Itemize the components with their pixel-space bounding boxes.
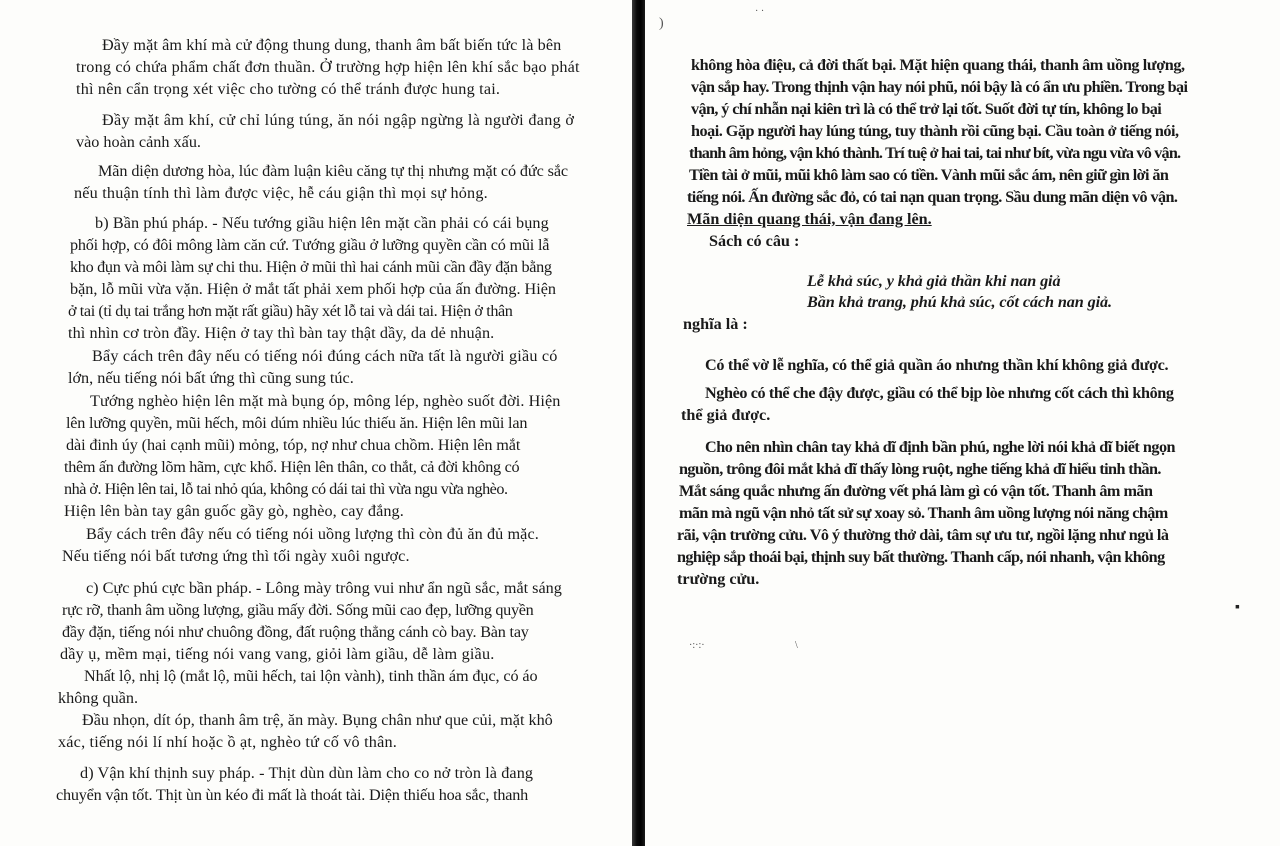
text-line: b) Bần phú pháp. - Nếu tướng giầu hiện lên mặt cần phải có cái bụng [95,214,549,232]
text-line: vận, ý chí nhẫn nại kiên trì là có thể trở lại tốt. Suốt đời tự tín, không lo bại [691,100,1162,118]
text-line: rãi, vận trường cửu. Vô ý thường thở dài, tâm sự ưu tư, ngồi lặng như ngủ là [677,526,1169,544]
text-line: trường cửu. [677,570,760,588]
text-line: thì nhìn cơ tròn đầy. Hiện ở tay thì bàn tay thật dầy, da dẻ nhuận. [68,324,495,342]
text-line: Bẩy cách trên đây nếu có tiếng nói uồng lượng thì còn đủ ăn đủ mặc. [86,525,539,543]
text-line: lên lưỡng quyền, mũi hếch, môi dúm nhiều lúc thiếu ăn. Hiện lên mũi lan [66,414,528,432]
text-line: xác, tiếng nói lí nhí hoặc ồ ạt, nghèo tứ cố vô thân. [58,733,397,751]
text-line: vào hoàn cảnh xấu. [76,133,201,151]
text-line: Đầy mặt âm khí mà cử động thung dung, thanh âm bất biến tức là bên [102,36,562,54]
text-line: rực rỡ, thanh âm uồng lượng, giầu mấy đời. Sống mũi cao đẹp, lưỡng quyền [62,601,534,619]
text-line: dầy ụ, mềm mại, tiếng nói vang vang, giỏi làm giầu, dễ làm giầu. [60,645,495,663]
text-line: c) Cực phú cực bần pháp. - Lông mày trông vui như ẩn ngũ sắc, mắt sáng [86,579,562,597]
text-line: dài đinh úy (hai cạnh mũi) mỏng, tóp, nợ như chua chồm. Hiện lên mắt [66,436,521,454]
scan-speck: ·:·:· [689,640,705,651]
scan-speck: · · [755,6,765,17]
text-line: Có thể vờ lễ nghĩa, có thể giả quần áo nhưng thần khí không giả được. [705,356,1169,374]
scan-speck: ▪ [1235,600,1240,615]
text-line: phối hợp, có đôi mông làm căn cứ. Tướng giầu ở lưỡng quyền cần có mũi lẫ [70,236,550,254]
text-line: Nhất lộ, nhị lộ (mắt lộ, mũi hếch, tai lộn vành), tinh thần ám đục, có áo [84,667,538,685]
text-line: chuyển vận tốt. Thịt ùn ùn kéo đi mất là thoát tài. Diện thiếu hoa sắc, thanh [56,786,529,804]
text-line: hoại. Gặp người hay lúng túng, tuy thành rồi cũng bại. Cầu toàn ở tiếng nói, [691,122,1179,140]
text-line: không quần. [58,689,139,707]
text-line: nguồn, trông đôi mắt khả dĩ thấy lòng ruột, nghe tiếng khả dĩ hiểu tinh thần. [679,460,1161,478]
text-line: vận sắp hay. Trong thịnh vận hay nói phũ, nói bậy là có ẩn ưu phiền. Trong bại [691,78,1188,96]
text-line: thể giả được. [681,406,771,424]
text-line: nhà ở. Hiện lên tai, lỗ tai nhỏ qúa, không có dái tai thì vừa ngu vừa nghèo. [64,480,508,498]
text-line: Tiền tài ở mũi, mũi khô làm sao có tiền. Vành mũi sắc ám, nên giữ gìn lời ăn [689,166,1169,184]
text-line: Mắt sáng quắc nhưng ấn đường vết phá làm gì có vận tốt. Thanh âm mãn [679,482,1153,500]
text-line: thêm ấn đường lõm hãm, cực khổ. Hiện lên thân, co thắt, cả đời không có [64,458,520,476]
right-page [645,0,1280,846]
text-line: thì nên cẩn trọng xét việc cho tường có thể tránh được hung tai. [76,80,501,98]
text-line: Đầu nhọn, dít óp, thanh âm trệ, ăn mày. Bụng chân như que củi, mặt khô [82,711,553,729]
quote-line: Lễ khả súc, y khả giả thần khi nan giả [807,272,1061,290]
quote-line: Bần khả trang, phú khả súc, cốt cách nan giả. [807,293,1112,311]
text-line: trong có chứa phẩm chất đơn thuần. Ở trường hợp hiện lên khí sắc bạo phát [76,58,580,76]
text-line: Mãn diện quang thái, vận đang lên. [687,210,932,228]
text-line: d) Vận khí thịnh suy pháp. - Thịt dùn dùn làm cho co nở tròn là đang [80,764,534,782]
scan-speck: \ [795,640,798,651]
text-line: Đầy mặt âm khí, cử chỉ lúng túng, ăn nói ngập ngừng là người đang ở [102,111,575,129]
scan-speck: ) [659,16,664,31]
text-line: Sách có câu : [709,232,800,250]
text-line: tiếng nói. Ấn đường sắc đỏ, có tai nạn quan trọng. Sầu dung mãn diện vô vận. [687,188,1178,206]
text-line: Nếu tiếng nói bất tương ứng thì tối ngày xuôi ngược. [62,547,410,565]
text-line: ở tai (tỉ dụ tai trắng hơn mặt rất giầu) hãy xét lỗ tai và dái tai. Hiện ở thân [68,302,513,320]
text-line: bặn, lỗ mũi vừa vặn. Hiện ở mắt tất phải xem phối hợp của ấn đường. Hiện [70,280,557,298]
text-line: Nghèo có thể che đậy được, giầu có thể bịp lòe nhưng cốt cách thì không [705,384,1174,402]
text-line: Mãn diện dương hòa, lúc đàm luận kiêu căng tự thị nhưng mặt có đức sắc [98,162,569,180]
text-line: nếu thuận tính thì làm được việc, hễ cáu giận thì mọi sự hỏng. [74,184,488,202]
text-line: kho đụn và môi làm sự chi thu. Hiện ở mũi thì hai cánh mũi cần đầy đặn bằng [70,258,552,276]
text-line: thanh âm hỏng, vận khó thành. Trí tuệ ở hai tai, tai như bít, vừa ngu vừa vô vận. [689,144,1181,162]
text-line: lớn, nếu tiếng nói bất ứng thì cũng sung túc. [68,369,354,387]
text-line: Cho nên nhìn chân tay khả dĩ định bần phú, nghe lời nói khả dĩ biết ngọn [705,438,1176,456]
text-line: Bẩy cách trên đây nếu có tiếng nói đúng cách nữa tất là người giầu có [92,347,558,365]
text-line: nghĩa là : [683,315,748,333]
text-line: đầy đặn, tiếng nói như chuông đồng, đất ruộng thẳng cánh cò bay. Bàn tay [62,623,529,641]
text-line: không hòa điệu, cả đời thất bại. Mặt hiện quang thái, thanh âm uồng lượng, [691,56,1185,74]
text-line: nghiệp sắp thoái bại, thịnh suy bất thường. Thanh cấp, nói nhanh, vận không [677,548,1165,566]
text-line: Tướng nghèo hiện lên mặt mà bụng óp, mông lép, nghèo suốt đời. Hiện [90,392,561,410]
text-line: Hiện lên bàn tay gân guốc gầy gò, nghèo, cay đắng. [64,502,404,520]
text-line: mãn mà ngũ vận nhỏ tất sử sự xoay sỏ. Thanh âm uồng lượng nói năng chậm [679,504,1168,522]
